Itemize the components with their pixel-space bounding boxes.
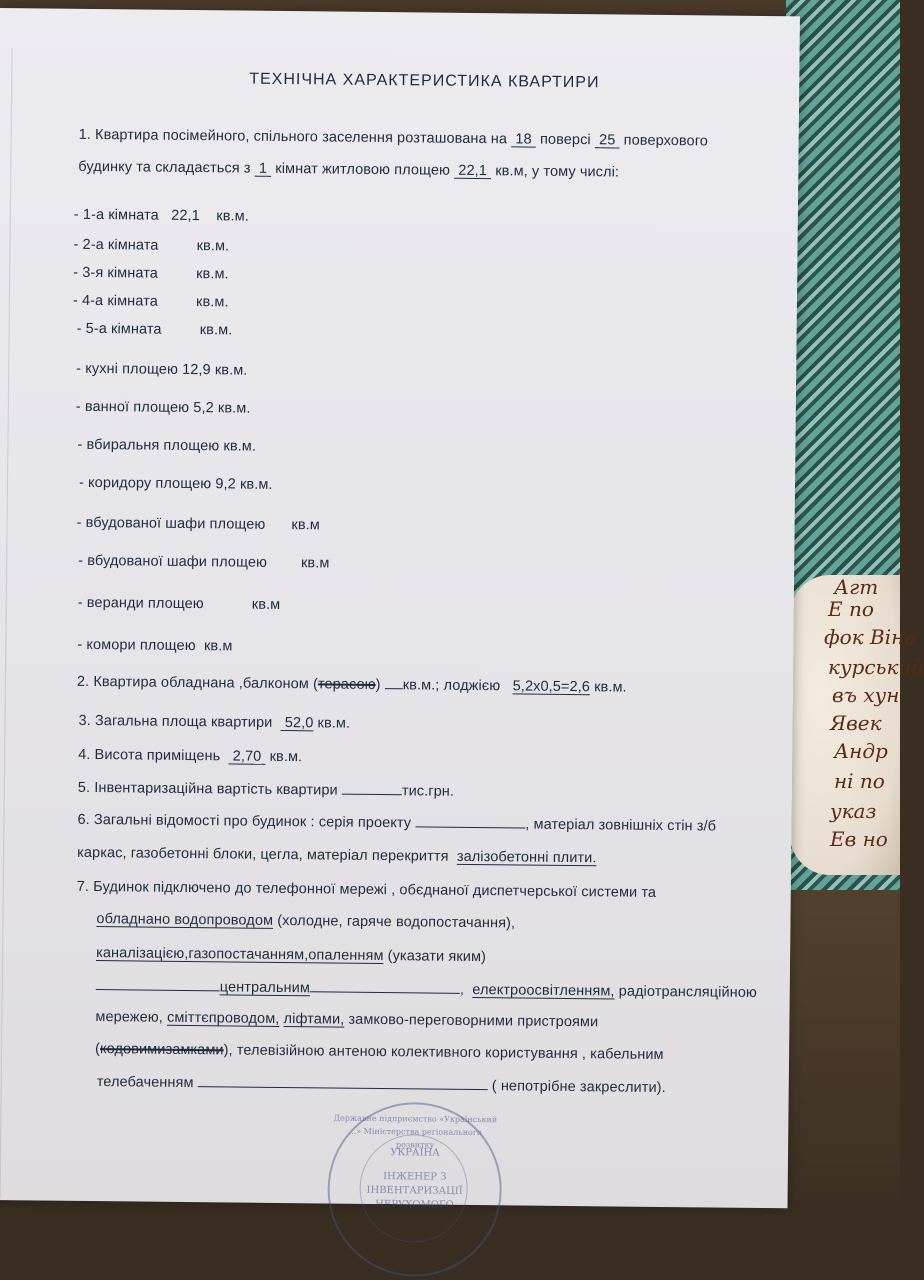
room-row-3: - 3-я кімната кв.м. — [73, 264, 229, 283]
corridor-area-value: 9,2 — [215, 476, 236, 493]
closet-area-row-1: - вбудованої шафи площею кв.м — [76, 514, 320, 534]
storage-area-row: - комори площею кв.м — [77, 636, 233, 655]
floors-total-value: 25 — [598, 132, 616, 149]
paragraph-7-line-6: (кодовимизамками), телевізійною антеною колективного користування , кабельним — [95, 1041, 664, 1064]
paragraph-2: 2. Квартира обладнана ,балконом (терасою) кв.м.; лоджією 5,2х0,5=2,6 кв.м. — [76, 673, 627, 696]
floor-value: 18 — [515, 131, 532, 148]
toilet-area-row: - вбиральня площею кв.м. — [77, 436, 257, 455]
handwriting-text: указ — [830, 799, 877, 823]
handwriting-text: Явек — [830, 711, 882, 735]
handwriting-text: Агт — [834, 575, 879, 599]
loggia-value: 5,2х0,5=2,6 — [512, 678, 591, 696]
stamp-ring-text: Державне підприємство «Український ...» Міністерства регіонального розвитку — [333, 1113, 498, 1150]
living-area-value: 22,1 — [458, 162, 488, 180]
handwriting-text: Ев но — [830, 827, 888, 851]
handwriting-text: Е по — [828, 597, 874, 621]
kitchen-area-value: 12,9 — [182, 361, 211, 379]
heating-type-value: центральним — [219, 979, 311, 997]
handwriting-text: ні по — [834, 769, 885, 793]
veranda-area-row: - веранди площею кв.м — [77, 594, 281, 613]
paragraph-7-line-1: 7. Будинок підключено до телефонної мережі , обєднаної диспетчерської системи та — [76, 878, 657, 901]
ceiling-height-value: 2,70 — [232, 748, 262, 765]
paragraph-1-line-2: будинку та складається з 1 кімнат житловою площею 22,1 кв.м, у тому числі: — [78, 158, 620, 181]
bathroom-area-value: 5,2 — [193, 400, 214, 417]
page-fold — [0, 48, 13, 1198]
handwriting-text: Андр — [834, 739, 888, 763]
paragraph-4: 4. Висота приміщень 2,70 кв.м. — [78, 746, 303, 766]
room-row-1: - 1-а кімната 22,1 кв.м. — [73, 206, 250, 225]
handwriting-text: курський — [828, 655, 924, 679]
rooms-count-value: 1 — [258, 160, 268, 177]
document-page — [0, 8, 800, 1211]
paragraph-7-line-7: телебаченням ( непотрібне закреслити). — [96, 1074, 666, 1097]
handwriting-text: въ хун — [832, 683, 900, 707]
paragraph-1-line-1: 1. Квартира посімейного, спільного заселення розташована на 18 поверсі 25 поверхового — [78, 126, 709, 150]
paragraph-7-line-3: каналізацією,газопостачанням,опаленням (указати яким) — [96, 945, 487, 966]
page-title: ТЕХНІЧНА ХАРАКТЕРИСТИКА КВАРТИРИ — [249, 70, 600, 92]
floor-slab-value: залізобетонні плити. — [456, 848, 597, 867]
paragraph-7-line-5: мережею, сміттєпроводом, ліфтами, замково-переговорними пристроями — [95, 1009, 599, 1031]
paragraph-6-line-1: 6. Загальні відомості про будинок : серія проекту , матеріал зовнішніх стін з/б — [77, 811, 717, 835]
room-row-5: - 5-а кімната кв.м. — [76, 320, 233, 339]
corridor-area-row: - коридору площею 9,2 кв.м. — [78, 474, 273, 493]
paragraph-7-line-2: обладнано водопроводом (холодне, гаряче водопостачання), — [96, 911, 516, 932]
paragraph-3: 3. Загальна площа квартири 52,0 кв.м. — [78, 712, 351, 732]
paragraph-7-line-4: центральним , електроосвітленням, радіотрансляційною — [96, 977, 757, 1001]
handwriting-text: фок Віна — [824, 625, 917, 649]
struck-codelocks: кодовимизамками — [99, 1041, 224, 1059]
room-area-value: 22,1 — [171, 207, 200, 225]
bathroom-area-row: - ванної площею 5,2 кв.м. — [75, 398, 251, 417]
paragraph-6-line-2: каркас, газобетонні блоки, цегла, матеріал перекриття залізобетонні плити. — [77, 844, 597, 867]
kitchen-area-row: - кухні площею 12,9 кв.м. — [76, 360, 248, 379]
stamp-country: УКРАЇНА — [390, 1147, 440, 1159]
total-area-value: 52,0 — [284, 715, 314, 732]
official-stamp: Державне підприємство «Український ...» Міністерства регіонального розвитку УКРАЇНА ІНЖЕНЕР З ІНВЕНТАРИЗАЦІЇ НЕРУХОМОГО — [327, 1102, 503, 1278]
closet-area-row-2: - вбудованої шафи площею кв.м — [78, 552, 330, 572]
room-row-2: - 2-а кімната кв.м. — [73, 236, 230, 255]
room-row-4: - 4-а кімната кв.м. — [72, 292, 229, 311]
handwritten-paper-roll — [790, 575, 924, 875]
paragraph-5: 5. Інвентаризаційна вартість квартири тис.грн. — [77, 779, 455, 800]
struck-terrace: терасою — [317, 676, 376, 693]
